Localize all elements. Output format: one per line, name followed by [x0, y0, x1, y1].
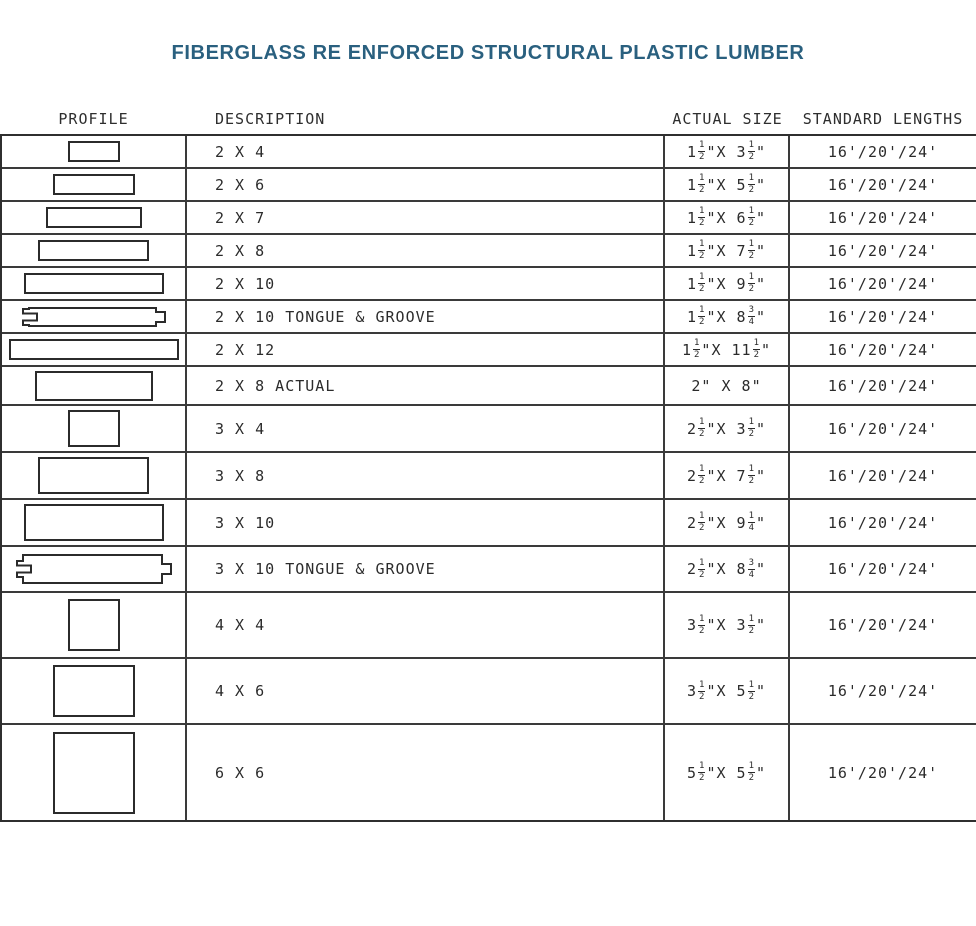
- stacked-fraction: $\frac{1}{2}$: [748, 417, 754, 439]
- description-cell: 3 X 4: [187, 406, 665, 451]
- tongue-groove-profile-icon: [22, 307, 166, 327]
- table-row: [2, 406, 976, 453]
- stacked-fraction: $\frac{1}{2}$: [748, 613, 754, 636]
- actual-size-cell: 1 $\frac{1}{2}$ "X 8 $\frac{3}{4}$ ": [665, 301, 790, 332]
- description-cell: 2 X 10 TONGUE & GROOVE: [187, 301, 665, 332]
- table-row: [2, 136, 976, 169]
- profile-cell: [2, 235, 187, 266]
- stacked-fraction: $\frac{1}{2}$: [699, 173, 705, 195]
- actual-size-cell: 3 $\frac{1}{2}$ "X 3 $\frac{1}{2}$ ": [665, 593, 790, 657]
- description-cell: 2 X 8 ACTUAL: [187, 367, 665, 404]
- standard-lengths-cell: 16'/20'/24': [827, 466, 939, 485]
- stacked-fraction: $\frac{1}{2}$: [699, 239, 705, 261]
- description-cell: 4 X 4: [187, 593, 665, 657]
- stacked-fraction: $\frac{1}{2}$: [699, 272, 705, 294]
- actual-size-cell: 1 $\frac{1}{2}$ "X 9 $\frac{1}{2}$ ": [665, 268, 790, 299]
- rect-profile-icon: [68, 410, 120, 447]
- actual-size-cell: 2" X 8": [665, 367, 790, 404]
- standard-lengths-cell: 16'/20'/24': [827, 274, 939, 293]
- stacked-fraction: $\frac{1}{2}$: [699, 679, 705, 702]
- stacked-fraction: $\frac{1}{2}$: [699, 464, 705, 486]
- stacked-fraction: $\frac{1}{2}$: [699, 761, 705, 783]
- profile-cell: [2, 268, 187, 299]
- profile-cell: [2, 659, 187, 723]
- description-cell: 2 X 4: [187, 136, 665, 167]
- profile-cell: [2, 301, 187, 332]
- table-row: [2, 235, 976, 268]
- tongue-groove-profile-icon: [16, 554, 172, 584]
- stacked-fraction: $\frac{1}{2}$: [699, 613, 705, 636]
- table-row: [2, 453, 976, 500]
- description-cell: 2 X 12: [187, 334, 665, 365]
- standard-lengths-cell: 16'/20'/24': [827, 513, 939, 532]
- stacked-fraction: $\frac{1}{2}$: [748, 173, 754, 195]
- stacked-fraction: $\frac{1}{2}$: [753, 338, 759, 360]
- rect-profile-icon: [68, 141, 120, 162]
- actual-size-cell: 5 $\frac{1}{2}$ "X 5 $\frac{1}{2}$ ": [665, 725, 790, 820]
- rect-profile-icon: [35, 371, 153, 401]
- rect-profile-icon: [9, 339, 179, 360]
- actual-size-cell: 1 $\frac{1}{2}$ "X 5 $\frac{1}{2}$ ": [665, 169, 790, 200]
- profile-cell: [2, 334, 187, 365]
- table-row: [2, 367, 976, 406]
- table-row: [2, 301, 976, 334]
- profile-cell: [2, 367, 187, 404]
- col-header-profile: PROFILE: [58, 110, 129, 128]
- rect-profile-icon: [24, 504, 164, 541]
- profile-cell: [2, 453, 187, 498]
- profile-cell: [2, 547, 187, 591]
- stacked-fraction: $\frac{1}{2}$: [699, 417, 705, 439]
- stacked-fraction: $\frac{1}{2}$: [699, 206, 705, 228]
- table-row: [2, 593, 976, 659]
- lumber-table: [0, 134, 976, 822]
- rect-profile-icon: [53, 732, 135, 814]
- stacked-fraction: $\frac{3}{4}$: [748, 305, 754, 327]
- stacked-fraction: $\frac{1}{2}$: [699, 557, 705, 580]
- stacked-fraction: $\frac{1}{2}$: [748, 679, 754, 702]
- actual-size-cell: 2 $\frac{1}{2}$ "X 7 $\frac{1}{2}$ ": [665, 453, 790, 498]
- actual-size-cell: 2 $\frac{1}{2}$ "X 3 $\frac{1}{2}$ ": [665, 406, 790, 451]
- actual-size-cell: 1 $\frac{1}{2}$ "X 7 $\frac{1}{2}$ ": [665, 235, 790, 266]
- table-row: [2, 725, 976, 820]
- page-title: FIBERGLASS RE ENFORCED STRUCTURAL PLASTIC LUMBER: [171, 42, 805, 64]
- stacked-fraction: $\frac{1}{2}$: [748, 239, 754, 261]
- actual-size-cell: 2 $\frac{1}{2}$ "X 8 $\frac{3}{4}$ ": [665, 547, 790, 591]
- stacked-fraction: $\frac{3}{4}$: [748, 557, 754, 580]
- description-cell: 2 X 10: [187, 268, 665, 299]
- standard-lengths-cell: 16'/20'/24': [827, 142, 939, 161]
- stacked-fraction: $\frac{1}{2}$: [694, 338, 700, 360]
- standard-lengths-cell: 16'/20'/24': [827, 376, 939, 395]
- profile-cell: [2, 725, 187, 820]
- actual-size-cell: 2 $\frac{1}{2}$ "X 9 $\frac{1}{4}$ ": [665, 500, 790, 545]
- rect-profile-icon: [53, 174, 135, 195]
- table-row: [2, 500, 976, 547]
- standard-lengths-cell: 16'/20'/24': [827, 616, 939, 634]
- profile-cell: [2, 202, 187, 233]
- stacked-fraction: $\frac{1}{2}$: [748, 464, 754, 486]
- profile-cell: [2, 593, 187, 657]
- stacked-fraction: $\frac{1}{4}$: [748, 511, 754, 533]
- description-cell: 4 X 6: [187, 659, 665, 723]
- stacked-fraction: $\frac{1}{2}$: [748, 140, 754, 162]
- actual-size-cell: 1 $\frac{1}{2}$ "X 3 $\frac{1}{2}$ ": [665, 136, 790, 167]
- table-row: [2, 202, 976, 235]
- actual-size-cell: 1 $\frac{1}{2}$ "X 11 $\frac{1}{2}$ ": [665, 334, 790, 365]
- standard-lengths-cell: 16'/20'/24': [827, 307, 939, 326]
- description-cell: 2 X 8: [187, 235, 665, 266]
- rect-profile-icon: [68, 599, 120, 651]
- standard-lengths-cell: 16'/20'/24': [827, 560, 939, 578]
- standard-lengths-cell: 16'/20'/24': [827, 208, 939, 227]
- profile-cell: [2, 500, 187, 545]
- col-header-actual-size: ACTUAL SIZE: [672, 110, 783, 128]
- table-row: [2, 169, 976, 202]
- table-row: [2, 659, 976, 725]
- actual-size-cell: 3 $\frac{1}{2}$ "X 5 $\frac{1}{2}$ ": [665, 659, 790, 723]
- profile-cell: [2, 406, 187, 451]
- stacked-fraction: $\frac{1}{2}$: [699, 140, 705, 162]
- standard-lengths-cell: 16'/20'/24': [827, 682, 939, 700]
- description-cell: 2 X 6: [187, 169, 665, 200]
- rect-profile-icon: [46, 207, 142, 228]
- standard-lengths-cell: 16'/20'/24': [827, 419, 939, 438]
- description-cell: 3 X 10: [187, 500, 665, 545]
- description-cell: 3 X 10 TONGUE & GROOVE: [187, 547, 665, 591]
- table-row: [2, 547, 976, 593]
- standard-lengths-cell: 16'/20'/24': [827, 763, 939, 782]
- standard-lengths-cell: 16'/20'/24': [827, 241, 939, 260]
- stacked-fraction: $\frac{1}{2}$: [699, 305, 705, 327]
- standard-lengths-cell: 16'/20'/24': [827, 340, 939, 359]
- stacked-fraction: $\frac{1}{2}$: [748, 761, 754, 783]
- table-row: [2, 334, 976, 367]
- profile-cell: [2, 169, 187, 200]
- table-header-row: [0, 110, 976, 128]
- rect-profile-icon: [24, 273, 164, 294]
- stacked-fraction: $\frac{1}{2}$: [699, 511, 705, 533]
- col-header-standard-lengths: STANDARD LENGTHS: [802, 110, 964, 128]
- stacked-fraction: $\frac{1}{2}$: [748, 272, 754, 294]
- table-row: [2, 268, 976, 301]
- description-cell: 6 X 6: [187, 725, 665, 820]
- rect-profile-icon: [53, 665, 135, 717]
- profile-cell: [2, 136, 187, 167]
- col-header-description: DESCRIPTION: [215, 110, 326, 128]
- description-cell: 3 X 8: [187, 453, 665, 498]
- rect-profile-icon: [38, 240, 149, 261]
- standard-lengths-cell: 16'/20'/24': [827, 175, 939, 194]
- actual-size-cell: 1 $\frac{1}{2}$ "X 6 $\frac{1}{2}$ ": [665, 202, 790, 233]
- description-cell: 2 X 7: [187, 202, 665, 233]
- stacked-fraction: $\frac{1}{2}$: [748, 206, 754, 228]
- rect-profile-icon: [38, 457, 149, 494]
